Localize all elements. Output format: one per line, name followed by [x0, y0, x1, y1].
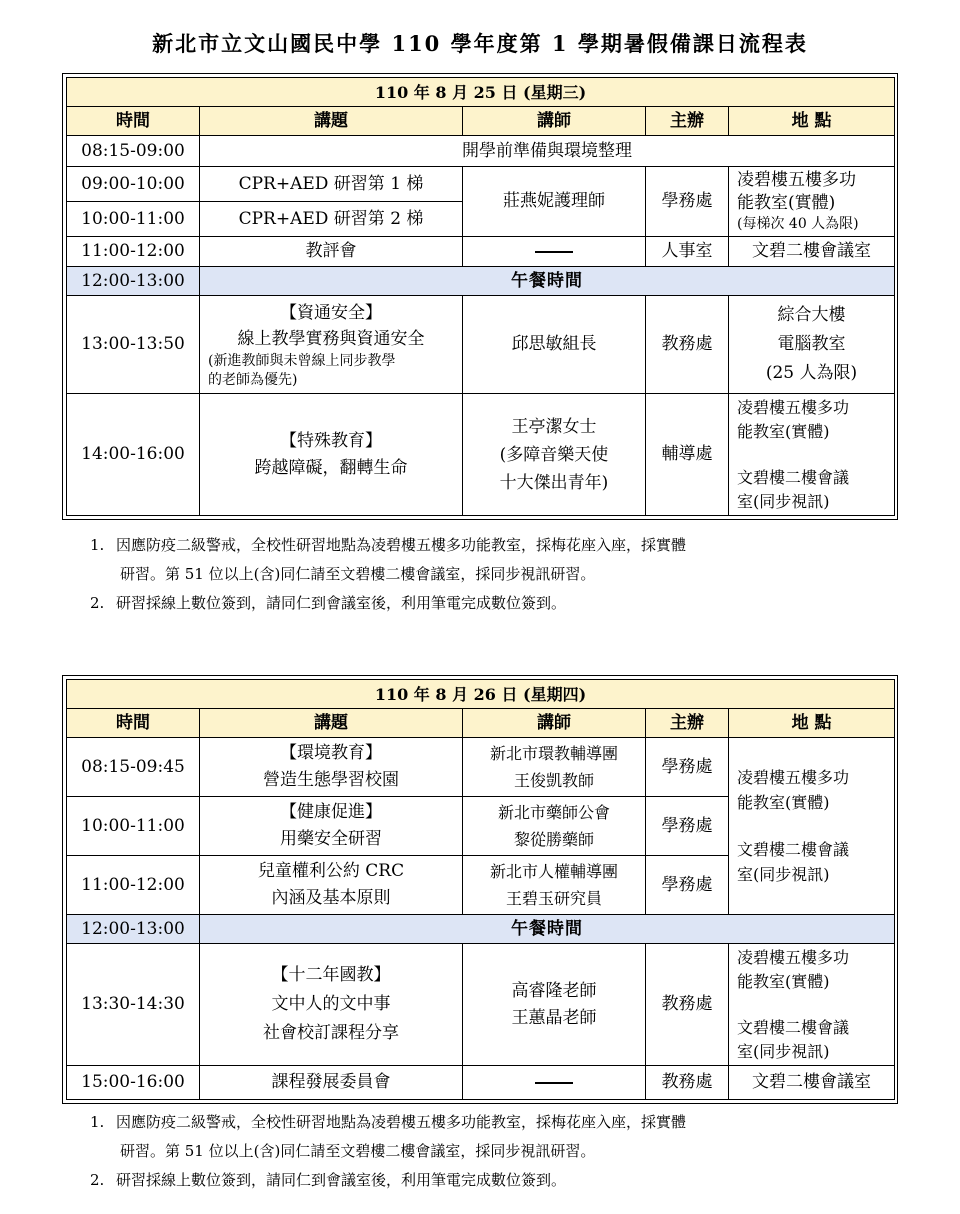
speaker-line: 十大傑出青年) [499, 472, 609, 493]
table-row [67, 296, 895, 394]
topic-line: 用藥安全研習 [280, 829, 382, 849]
speaker-cell: 邱思敏組長 [463, 296, 646, 394]
topic-note: 的老師為優先) [208, 371, 298, 388]
host-cell: 輔導處 [646, 394, 729, 516]
note-number: 2. [90, 1171, 105, 1189]
topic-cell [200, 797, 463, 856]
place-line: 電腦教室 [777, 334, 846, 354]
topic-note: (新進教師與未曾線上同步教學 [208, 352, 396, 369]
table-row [67, 237, 895, 267]
col-header-place: 地 點 [729, 709, 895, 738]
speaker-cell [463, 944, 646, 1066]
time-cell: 12:00-13:00 [67, 267, 200, 296]
topic-tag: 【資通安全】 [280, 302, 382, 323]
time-cell: 14:00-16:00 [67, 394, 200, 516]
place-line: 能教室(實體) [737, 971, 830, 991]
table-row [67, 944, 895, 1066]
note-text: 研習採線上數位簽到，請同仁到會議室後，利用筆電完成數位簽到。 [116, 594, 567, 612]
host-cell: 學務處 [646, 167, 729, 237]
speaker-line: 高睿隆老師 [511, 980, 597, 1001]
speaker-line: 新北市環教輔導團 [489, 744, 618, 763]
speaker-line: 新北市藥師公會 [497, 803, 610, 822]
place-line: 凌碧樓五樓多功 [737, 768, 850, 787]
schedule-table-day1 [62, 73, 898, 520]
place-cell: 文碧二樓會議室 [729, 237, 895, 267]
topic-tag: 【環境教育】 [280, 743, 382, 763]
col-header-topic: 講題 [200, 107, 463, 136]
note-text: 研習。第 51 位以上(含)同仁請至文碧樓二樓會議室，採同步視訊研習。 [120, 565, 596, 583]
date-header: 110 年 8 月 25 日 (星期三) [67, 78, 895, 107]
table-row [67, 738, 895, 797]
note-text: 研習。第 51 位以上(含)同仁請至文碧樓二樓會議室，採同步視訊研習。 [120, 1142, 596, 1160]
speaker-cell [463, 856, 646, 915]
place-line: 凌碧樓五樓多功 [737, 397, 850, 417]
note-item [90, 1108, 890, 1166]
note-item [90, 589, 890, 618]
speaker-line: 王蕙晶老師 [511, 1007, 597, 1028]
place-line: 綜合大樓 [777, 305, 846, 325]
host-cell: 學務處 [646, 797, 729, 856]
topic-line: 內涵及基本原則 [271, 888, 391, 908]
lunch-row [67, 915, 895, 944]
topic-cell: 教評會 [200, 237, 463, 267]
host-cell: 教務處 [646, 296, 729, 394]
topic-line: 社會校訂課程分享 [263, 1023, 399, 1043]
host-cell: 學務處 [646, 856, 729, 915]
topic-tag: 【十二年國教】 [271, 965, 391, 985]
speaker-cell [463, 394, 646, 516]
lunch-row [67, 267, 895, 296]
topic-cell: CPR+AED 研習第 2 梯 [200, 202, 463, 237]
place-line: 室(同步視訊) [737, 491, 830, 511]
lunch-label: 午餐時間 [200, 267, 895, 296]
place-line: 凌碧樓五樓多功 [737, 947, 850, 967]
place-line: 能教室(實體) [737, 421, 830, 441]
place-line: 室(同步視訊) [737, 865, 830, 884]
time-cell: 13:30-14:30 [67, 944, 200, 1066]
topic-cell [200, 944, 463, 1066]
place-cell [729, 167, 895, 237]
speaker-line: 王亭潔女士 [511, 416, 597, 437]
time-cell: 10:00-11:00 [67, 797, 200, 856]
dash-mark [535, 1082, 573, 1084]
place-line: 凌碧樓五樓多功 [737, 170, 856, 190]
time-cell: 11:00-12:00 [67, 237, 200, 267]
lunch-label: 午餐時間 [200, 915, 895, 944]
col-header-speaker: 講師 [463, 107, 646, 136]
time-cell: 11:00-12:00 [67, 856, 200, 915]
speaker-cell: 莊燕妮護理師 [463, 167, 646, 237]
host-cell: 教務處 [646, 1066, 729, 1100]
note-text: 研習採線上數位簽到，請同仁到會議室後，利用筆電完成數位簽到。 [116, 1171, 567, 1189]
note-number: 2. [90, 594, 105, 612]
time-cell: 08:15-09:00 [67, 136, 200, 167]
host-cell: 教務處 [646, 944, 729, 1066]
notes-day1 [90, 531, 890, 618]
time-cell: 09:00-10:00 [67, 167, 200, 202]
place-cell: 文碧二樓會議室 [729, 1066, 895, 1100]
host-cell: 人事室 [646, 237, 729, 267]
place-note: (每梯次 40 人為限) [737, 216, 859, 232]
speaker-line: 新北市人權輔導團 [489, 862, 618, 881]
topic-tag: 【健康促進】 [280, 802, 382, 822]
topic-line: 跨越障礙，翻轉生命 [254, 457, 408, 478]
note-item [90, 1166, 890, 1195]
place-line: 文碧樓二樓會議 [737, 840, 850, 859]
topic-cell: CPR+AED 研習第 1 梯 [200, 167, 463, 202]
time-cell: 12:00-13:00 [67, 915, 200, 944]
col-header-speaker: 講師 [463, 709, 646, 738]
place-line: 能教室(實體) [737, 193, 836, 213]
place-cell [729, 394, 895, 516]
table-row [67, 167, 895, 202]
time-cell: 10:00-11:00 [67, 202, 200, 237]
speaker-line: 王碧玉研究員 [505, 889, 602, 908]
time-cell: 13:00-13:50 [67, 296, 200, 394]
note-text: 因應防疫二級警戒，全校性研習地點為凌碧樓五樓多功能教室，採梅花座入座，採實體 [116, 1113, 687, 1131]
speaker-cell [463, 237, 646, 267]
note-text: 因應防疫二級警戒，全校性研習地點為凌碧樓五樓多功能教室，採梅花座入座，採實體 [116, 536, 687, 554]
topic-line: 線上教學實務與資通安全 [237, 328, 425, 349]
schedule-table-day2 [62, 675, 898, 1104]
speaker-cell [463, 797, 646, 856]
speaker-cell [463, 738, 646, 797]
table-row [67, 136, 895, 167]
col-header-place: 地 點 [729, 107, 895, 136]
topic-line: 兒童權利公約 CRC [257, 861, 405, 881]
col-header-time: 時間 [67, 709, 200, 738]
speaker-cell [463, 1066, 646, 1100]
topic-cell: 開學前準備與環境整理 [200, 136, 895, 167]
date-header: 110 年 8 月 26 日 (星期四) [67, 680, 895, 709]
topic-cell [200, 394, 463, 516]
col-header-host: 主辦 [646, 107, 729, 136]
col-header-host: 主辦 [646, 709, 729, 738]
place-cell [729, 738, 895, 915]
note-number: 1. [90, 1113, 105, 1131]
place-cell [729, 944, 895, 1066]
host-cell: 學務處 [646, 738, 729, 797]
dash-mark [535, 251, 573, 253]
speaker-line: (多障音樂天使 [499, 444, 609, 465]
topic-tag: 【特殊教育】 [280, 430, 382, 451]
topic-line: 營造生態學習校園 [263, 770, 399, 790]
topic-cell [200, 738, 463, 797]
place-line: 文碧樓二樓會議 [737, 1017, 850, 1037]
table-row [67, 1066, 895, 1100]
place-line: (25 人為限) [765, 363, 858, 383]
note-number: 1. [90, 536, 105, 554]
table-row [67, 394, 895, 516]
topic-cell [200, 296, 463, 394]
place-line: 能教室(實體) [737, 793, 830, 812]
notes-day2 [90, 1108, 890, 1195]
topic-cell [200, 856, 463, 915]
speaker-line: 王俊凱教師 [513, 771, 594, 790]
topic-cell: 課程發展委員會 [200, 1066, 463, 1100]
topic-line: 文中人的文中事 [271, 994, 391, 1014]
time-cell: 15:00-16:00 [67, 1066, 200, 1100]
speaker-line: 黎從勝藥師 [513, 830, 594, 849]
place-line: 室(同步視訊) [737, 1041, 830, 1061]
col-header-time: 時間 [67, 107, 200, 136]
page-title: 新北市立文山國民中學 110 學年度第 1 學期暑假備課日流程表 [152, 31, 808, 56]
note-item [90, 531, 890, 589]
place-cell [729, 296, 895, 394]
col-header-topic: 講題 [200, 709, 463, 738]
place-line: 文碧樓二樓會議 [737, 467, 850, 487]
time-cell: 08:15-09:45 [67, 738, 200, 797]
